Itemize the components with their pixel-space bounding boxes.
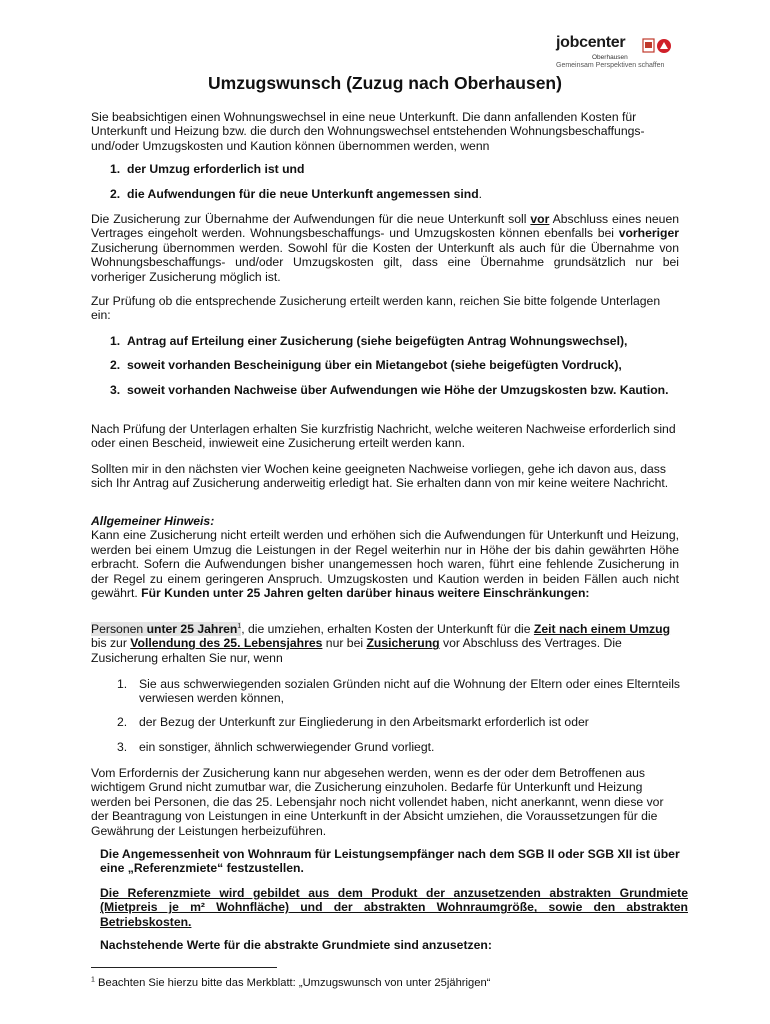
footnote-divider (91, 967, 277, 968)
logo-tagline: Gemeinsam Perspektiven schaffen (556, 62, 665, 69)
footnote: $^1$ Beachten Sie hierzu bitte das Merkblatt: „Umzugswunsch von unter 25jährigen“ (91, 976, 491, 989)
city-crest-icon (642, 38, 672, 54)
after-review-paragraph: Nach Prüfung der Unterlagen erhalten Sie kurzfristig Nachricht, welche weiteren Nachweise erforderlich sind oder einen Bescheid, inwieweit eine Zusicherung erteilt werden kann. (91, 422, 676, 451)
assurance-paragraph: Die Zusicherung zur Übernahme der Aufwendungen für die neue Unterkunft soll vor Abschluss eines neuen Vertrages eingeholt werden. Wohnungsbeschaffungs- und Umzugskosten können ebenfalls bei vorheriger Zusicherung übernommen werden. Sowohl für die Kosten der Unterkunft als auch für die Übernahme von Wohnungsbeschaffungs- und/oder Umzugskosten gilt, dass eine Übernahme grundsätzlich nur bei vorheriger Zusicherung möglich ist. (91, 212, 679, 284)
logo-location: Oberhausen (592, 54, 628, 61)
documents-intro: Zur Prüfung ob die entsprechende Zusicherung erteilt werden kann, reichen Sie bitte folgende Unterlagen ein: (91, 294, 661, 323)
general-notice: Allgemeiner Hinweis: Kann eine Zusicherung nicht erteilt werden und erhöhen sich die Aufwendungen für Unterkunft und Heizung, werden bei einem Umzug die Leistungen in der Regel weiterhin nur in Höhe der bis dahin gewährten Höhe erbracht. Sofern die Aufwendungen bisher unangemessen hoch waren, führt eine fehlende Zusicherung in der Regel zu einem geringeren Anspruch. Umzugskosten und Kaution werden in beiden Fällen auch nicht gewährt. Für Kunden unter 25 Jahren gelten darüber hinaus weitere Einschränkungen: (91, 514, 679, 601)
general-notice-heading: Allgemeiner Hinweis: (91, 514, 215, 528)
reason-item-3: 3. ein sonstiger, ähnlich schwerwiegender Grund vorliegt. (117, 740, 435, 754)
jobcenter-logo (556, 36, 676, 72)
exception-paragraph: Vom Erfordernis der Zusicherung kann nur abgesehen werden, wenn es der oder dem Betroffenen aus wichtigem Grund nicht zumutbar war, die Zusicherung einzuholen. Bedarfe für Unterkunft und Heizung werden bei Personen, die das 25. Lebensjahr noch nicht vollendet haben, nicht anerkannt, wenn diese vor der Beantragung von Leistungen in eine Unterkunft in der Absicht umziehen, die Voraussetzungen für die Gewährung der Leistungen herbeizuführen. (91, 766, 664, 838)
condition-item-1: 1. der Umzug erforderlich ist und (110, 162, 305, 176)
logo-wordmark: jobcenter (556, 34, 626, 51)
reference-rent-notice: Die Angemessenheit von Wohnraum für Leistungsempfänger nach dem SGB II oder SGB XII ist über eine „Referenzmiete“ festzustellen. (91, 847, 688, 876)
document-item-3: 3. soweit vorhanden Nachweise über Aufwendungen wie Höhe der Umzugskosten bzw. Kaution. (110, 383, 669, 397)
base-rent-intro: Nachstehende Werte für die abstrakte Grundmiete sind anzusetzen: (91, 938, 688, 952)
document-item-2: 2. soweit vorhanden Bescheinigung über ein Mietangebot (siehe beigefügten Vordruck), (110, 358, 622, 372)
condition-item-2: 2. die Aufwendungen für die neue Unterkunft angemessen sind. (110, 187, 483, 201)
intro-paragraph: Sie beabsichtigen einen Wohnungswechsel in eine neue Unterkunft. Die dann anfallenden Kosten für Unterkunft und Heizung bzw. die durch den Wohnungswechsel entstehenden Wohnungsbeschaffungs- und/oder Umzugskosten und Kaution können übernommen werden, wenn (91, 110, 645, 153)
document-item-1: 1. Antrag auf Erteilung einer Zusicherung (siehe beigefügten Antrag Wohnungswechsel), (110, 334, 628, 348)
reason-item-2: 2. der Bezug der Unterkunft zur Eingliederung in den Arbeitsmarkt erforderlich ist oder (117, 715, 589, 729)
reference-rent-definition: Die Referenzmiete wird gebildet aus dem Produkt der anzusetzenden abstrakten Grundmiete (Mietpreis je m² Wohnfläche) und der abstrakten Wohnraumgröße, sowie den abstrakten Betriebskosten. (91, 886, 688, 929)
under25-paragraph: Personen unter 25 Jahren$^1$, die umziehen, erhalten Kosten der Unterkunft für die Zeit nach einem Umzug bis zur Vollendung des 25. Lebensjahres nur bei Zusicherung vor Abschluss des Vertrages. Die Zusicherung erhalten Sie nur, wenn (91, 622, 671, 665)
page-title: Umzugswunsch (Zuzug nach Oberhausen) (208, 73, 562, 93)
reason-item-1: 1. Sie aus schwerwiegenden sozialen Gründen nicht auf die Wohnung der Eltern oder eines Elternteils verwiesen werden können, (117, 677, 680, 706)
four-weeks-paragraph: Sollten mir in den nächsten vier Wochen keine geeigneten Nachweise vorliegen, gehe ich davon aus, dass sich Ihr Antrag auf Zusicherung anderweitig erledigt hat. Sie erhalten dann von mir keine weitere Nachricht. (91, 462, 669, 491)
